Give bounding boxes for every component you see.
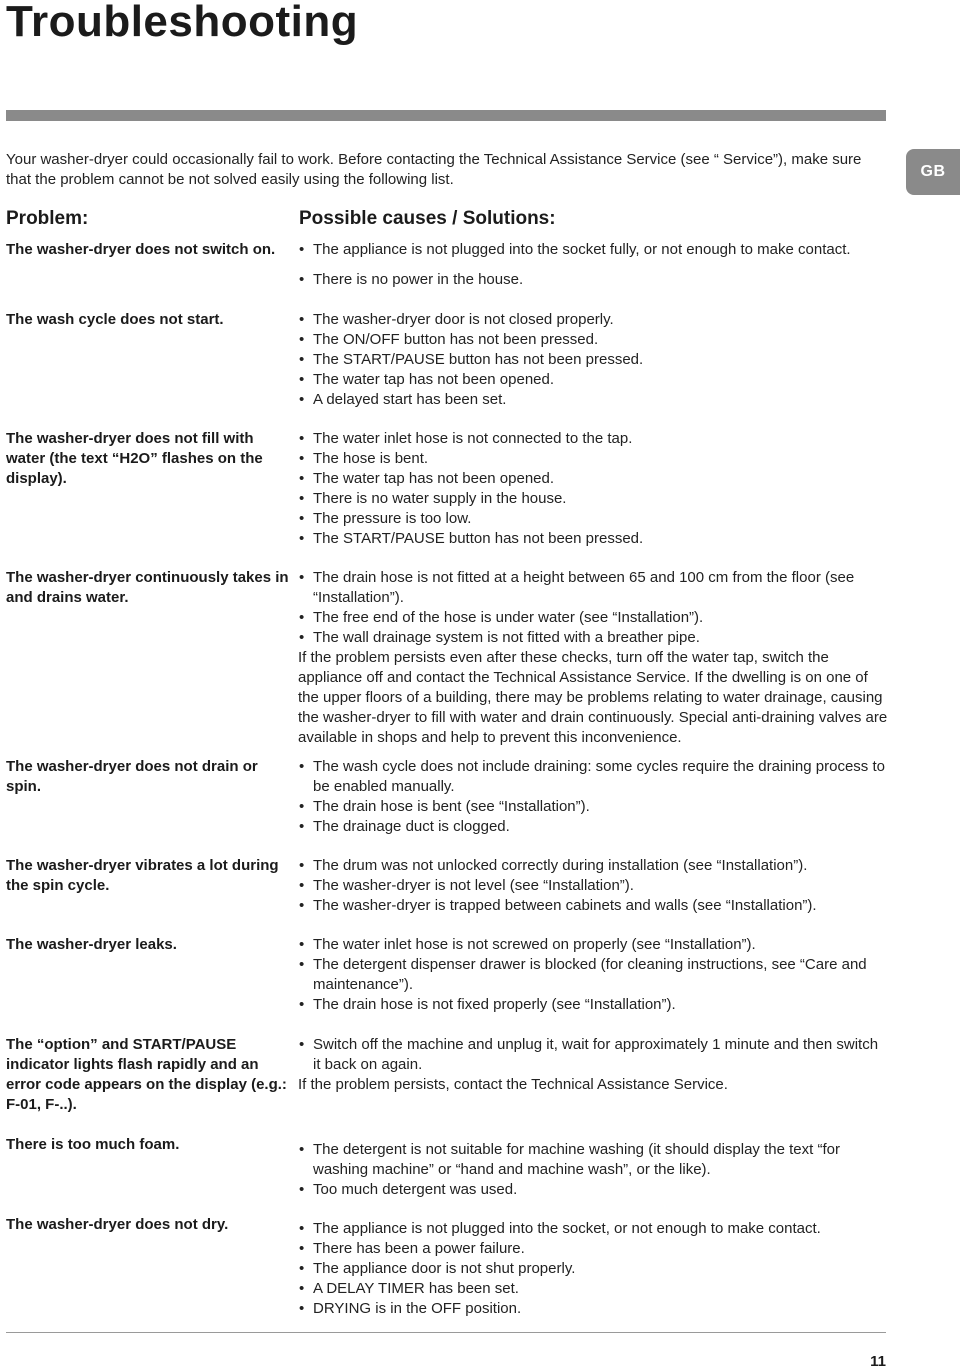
solution-block [298,757,888,837]
cause-item: • The drum was not unlocked correctly during installation (see “Installation”). [298,856,888,876]
cause-item: • The START/PAUSE button has not been pressed. [298,529,888,549]
cause-item: • There is no power in the house. [298,270,888,290]
title-divider [6,110,886,121]
cause-item: • The water tap has not been opened. [298,469,888,489]
solution-block [298,856,888,916]
solution-block [298,429,888,549]
footer-divider [6,1332,886,1333]
problem-text: The washer-dryer does not fill with water (the text “H2O” flashes on the display). [6,430,263,487]
cause-item: • The washer-dryer is not level (see “Installation”). [298,876,888,896]
solution-block [298,1219,888,1319]
cause-item: • The hose is bent. [298,449,888,469]
problem-text: The washer-dryer does not dry. [6,1216,229,1233]
page-title: Troubleshooting [6,0,359,46]
cause-item: • The washer-dryer is trapped between cabinets and walls (see “Installation”). [298,896,888,916]
cause-item: • A DELAY TIMER has been set. [298,1279,888,1299]
problem-text: The washer-dryer does not drain or spin. [6,758,258,795]
problem-text: The washer-dryer leaks. [6,936,177,953]
solutions-column-header: Possible causes / Solutions: [299,208,556,229]
cause-item: • The wash cycle does not include draining: some cycles require the draining process to be enabled manually. [298,757,888,797]
cause-item: • The wall drainage system is not fitted with a breather pipe. [298,628,888,648]
cause-item: • The START/PAUSE button has not been pressed. [298,350,888,370]
cause-item: • The water inlet hose is not screwed on properly (see “Installation”). [298,935,888,955]
cause-item: • The detergent is not suitable for machine washing (it should display the text “for washing machine” or “hand and machine wash”, or the like). [298,1140,888,1180]
advice-note: If the problem persists, contact the Technical Assistance Service. [298,1076,728,1093]
cause-item: • The water inlet hose is not connected to the tap. [298,429,888,449]
cause-item: • The drain hose is bent (see “Installation”). [298,797,888,817]
cause-item: • A delayed start has been set. [298,390,888,410]
cause-item: • The water tap has not been opened. [298,370,888,390]
solution-block [298,1035,888,1095]
problem-text: The washer-dryer does not switch on. [6,241,276,258]
solution-block [298,1140,888,1200]
cause-item: • The drain hose is not fitted at a height between 65 and 100 cm from the floor (see “Installation”). [298,568,888,608]
solution-block [298,240,888,290]
problem-text: The washer-dryer vibrates a lot during the spin cycle. [6,857,279,894]
cause-item: • The ON/OFF button has not been pressed. [298,330,888,350]
cause-item: • The washer-dryer door is not closed properly. [298,310,888,330]
cause-item: • The free end of the hose is under water (see “Installation”). [298,608,888,628]
cause-item: • There has been a power failure. [298,1239,888,1259]
cause-item: • The detergent dispenser drawer is blocked (for cleaning instructions, see “Care and maintenance”). [298,955,888,995]
problem-text: The “option” and START/PAUSE indicator lights flash rapidly and an error code appears on the display (e.g.: F-01, F-..). [6,1036,287,1113]
advice-note: If the problem persists even after these checks, turn off the water tap, switch the appliance off and contact the Technical Assistance Service. If the dwelling is on one of the upper floors of a building, there may be problems relating to water drainage, causing the washer-dryer to fill with water and drain continuously. Special anti-draining valves are available in shops and help to prevent this inconvenience. [298,649,888,746]
solution-block [298,935,888,1015]
cause-item: • The pressure is too low. [298,509,888,529]
problem-text: There is too much foam. [6,1136,180,1153]
cause-item: • The drain hose is not fixed properly (see “Installation”). [298,995,888,1015]
problem-column-header: Problem: [6,208,89,229]
cause-item: • DRYING is in the OFF position. [298,1299,888,1319]
cause-item: • Switch off the machine and unplug it, wait for approximately 1 minute and then switch it back on again. [298,1035,888,1075]
problem-text: The wash cycle does not start. [6,311,224,328]
language-badge: GB [906,149,960,195]
page-number: 11 [870,1353,886,1370]
problem-text: The washer-dryer continuously takes in and drains water. [6,569,289,606]
solution-block [298,310,888,410]
cause-item: • The drainage duct is clogged. [298,817,888,837]
solution-block [298,568,888,748]
cause-item: • The appliance is not plugged into the socket, or not enough to make contact. [298,1219,888,1239]
cause-item: • Too much detergent was used. [298,1180,888,1200]
cause-item: • The appliance is not plugged into the socket fully, or not enough to make contact. [298,240,888,260]
cause-item: • The appliance door is not shut properly. [298,1259,888,1279]
intro-paragraph: Your washer-dryer could occasionally fail to work. Before contacting the Technical Assistance Service (see “ Service”), make sure that the problem cannot be not solved easily using the following list. [6,151,862,188]
cause-item: • There is no water supply in the house. [298,489,888,509]
